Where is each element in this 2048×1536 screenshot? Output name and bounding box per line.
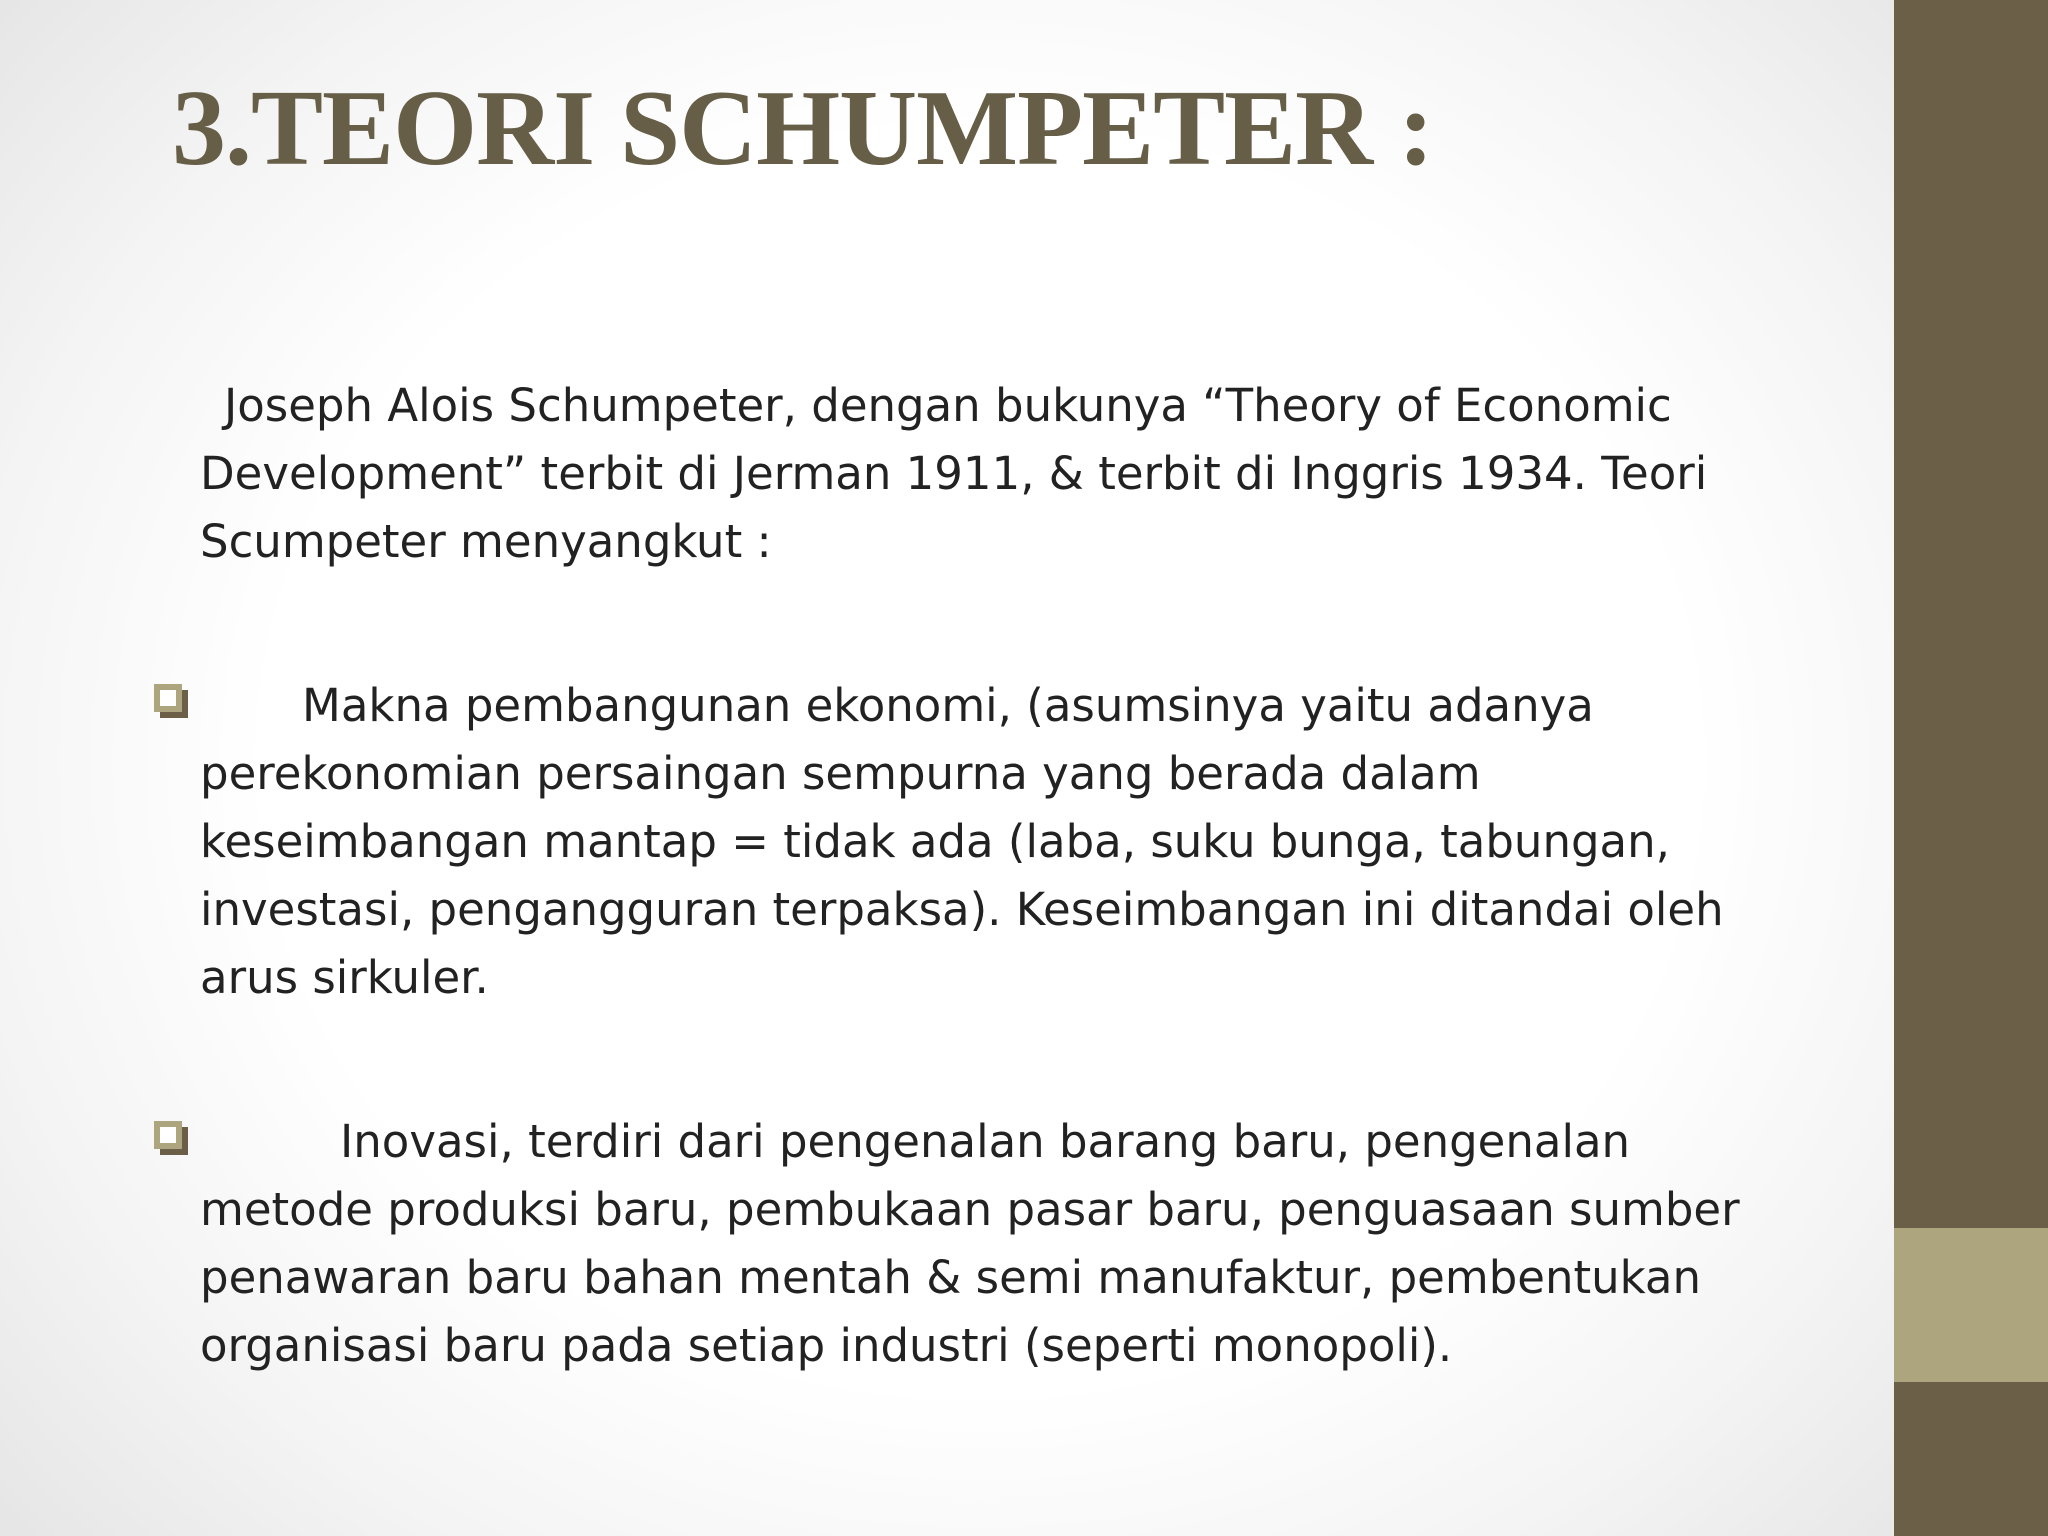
- bullet-item-makna: Makna pembangunan ekonomi, (asumsinya yaitu adanya perekonomian persaingan sempurna yang berada dalam keseimbangan mantap = tidak ada (laba, suku bunga, tabungan, investasi, pengangguran terpaksa). Keseimbangan ini ditandai oleh arus sirkuler.: [200, 679, 1724, 1004]
- intro-paragraph: Joseph Alois Schumpeter, dengan bukunya “Theory of Economic Development” terbit di Jerman 1911, & terbit di Inggris 1934. Teori Scumpeter menyangkut :: [200, 379, 1708, 568]
- bullet-item-inovasi: Inovasi, terdiri dari pengenalan barang baru, pengenalan metode produksi baru, pembukaan pasar baru, penguasaan sumber penawaran baru bahan mentah & semi manufaktur, pembentukan organisasi baru pada setiap industri (seperti monopoli).: [200, 1115, 1740, 1372]
- slide-title: 3.TEORI SCHUMPETER :: [172, 69, 1434, 188]
- checkbox-bullet-icon: [154, 684, 188, 718]
- side-bar-accent: [1894, 1228, 2048, 1382]
- checkbox-bullet-icon: [154, 1121, 188, 1155]
